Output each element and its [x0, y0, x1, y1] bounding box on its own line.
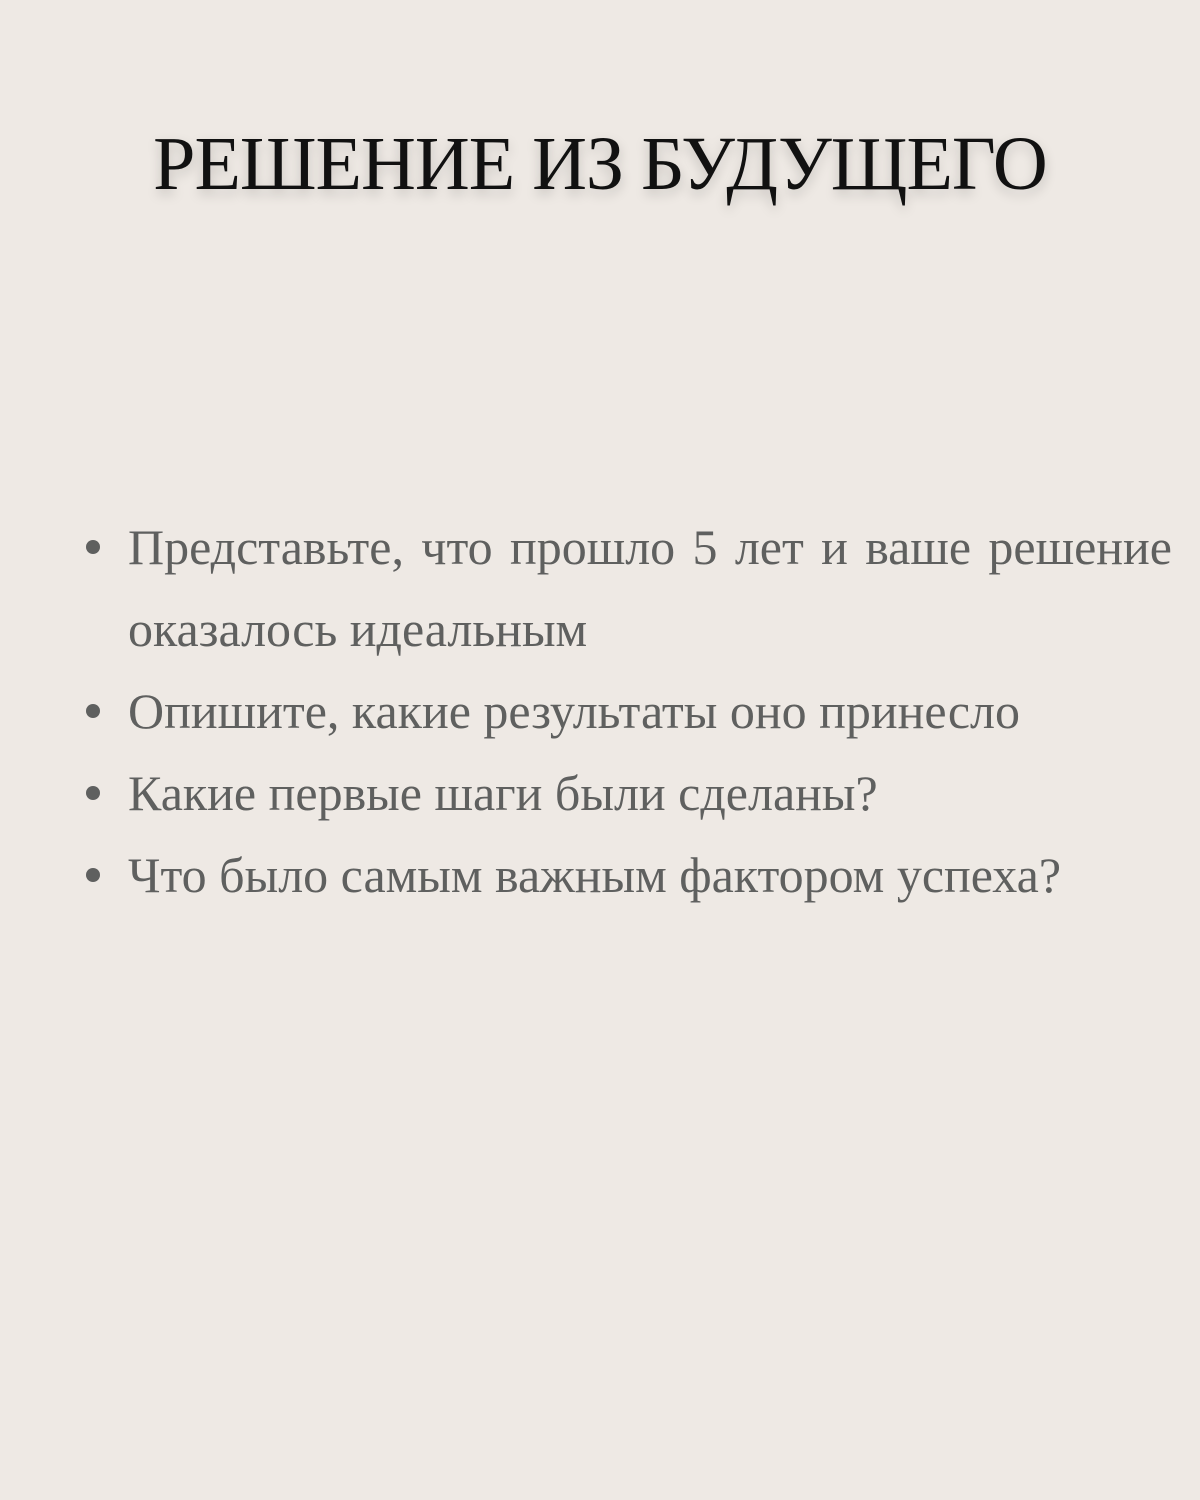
- list-item: [82, 834, 1172, 916]
- bullet-text: Представьте, что прошло 5 лет и ваше решение оказалось идеальным: [128, 519, 1172, 657]
- bullet-icon: [86, 704, 100, 718]
- list-item: [82, 670, 1172, 752]
- bullet-icon: [86, 540, 100, 554]
- bullet-text: Что было самым важным фактором успеха?: [128, 847, 1062, 903]
- bullet-icon: [86, 868, 100, 882]
- bullet-text: Опишите, какие результаты оно принесло: [128, 683, 1020, 739]
- list-item: [82, 752, 1172, 834]
- bullet-text: Какие первые шаги были сделаны?: [128, 765, 878, 821]
- list-item: [82, 506, 1172, 670]
- page-title: РЕШЕНИЕ ИЗ БУДУЩЕГО: [153, 122, 1047, 206]
- bullet-icon: [86, 786, 100, 800]
- bullet-list: [82, 506, 1172, 916]
